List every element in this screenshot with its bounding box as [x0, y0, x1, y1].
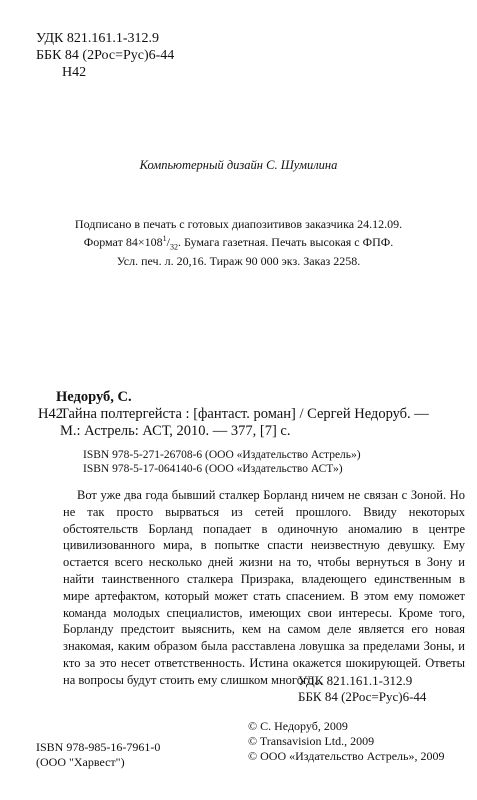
copyright-astrel: © ООО «Издательство Астрель», 2009 — [248, 749, 445, 763]
classification-codes — [36, 30, 174, 81]
harvest-publisher: (ООО "Харвест") — [36, 755, 125, 769]
print-details — [0, 217, 477, 269]
isbn-astrel: ISBN 978-5-271-26708-6 (ООО «Издательство Астрель») — [83, 449, 361, 461]
signed-for-print: Подписано в печать с готовых диапозитивов заказчика 24.12.09. — [74, 217, 403, 231]
bbk-code-repeat: ББК 84 (2Рос=Рус)6-44 — [298, 689, 427, 704]
format-denominator: 32 — [169, 241, 178, 251]
format-slash: / — [166, 234, 170, 249]
harvest-isbn-number: ISBN 978-985-16-7961-0 — [36, 740, 161, 754]
isbn-list — [83, 448, 361, 476]
catalog-code: Н42 — [38, 406, 63, 422]
classification-codes-repeat — [298, 673, 426, 705]
catalog-author: Недоруб, С. — [56, 389, 132, 405]
copyright-author: © С. Недоруб, 2009 — [248, 719, 348, 733]
udk-code: УДК 821.161.1-312.9 — [36, 31, 160, 46]
designer-credit: Компьютерный дизайн С. Шумилина — [139, 158, 338, 172]
catalog-publication: М.: Астрель: АСТ, 2010. — 377, [7] с. — [60, 423, 291, 439]
book-annotation: Вот уже два года бывший сталкер Борланд ничем не связан с Зоной. Но не так просто вырваться из сетей прошлого. Ввиду некоторых обстоятельств Борланд попадает в одиночную аномалию в центре цивилизованного мира, в попытке спасти неизвестную девушку. Ему остается всего несколько дней жизни на то, чтобы вернуться в Зону и найти таинственного сталкера Призрака, владеющего единственным в мире артефактом, который может стать спасением. В этом ему поможет команда молодых специалистов, имеющих свои интересы. Кроме того, Борланду предстоит выяснить, кем на самом деле является его новая знакомая, каким образом была расставлена ловушка за пределами Зоны, и кто за это несет ответственность. Истина окажется шокирующей. Ответы на вопросы будут стоить ему слишком многого... — [63, 488, 465, 687]
udk-code-repeat: УДК 821.161.1-312.9 — [298, 673, 413, 688]
catalog-entry — [38, 389, 468, 440]
bbk-code: ББК 84 (2Рос=Рус)6-44 — [36, 48, 175, 63]
copyright-transavision: © Transavision Ltd., 2009 — [248, 734, 375, 748]
format-line — [0, 232, 477, 255]
catalog-title: Тайна полтергейста : [фантаст. роман] / Сергей Недоруб. — — [60, 406, 429, 422]
harvest-isbn — [36, 740, 160, 770]
copyright-notices — [248, 719, 444, 764]
isbn-ast: ISBN 978-5-17-064140-6 (ООО «Издательство АСТ») — [83, 463, 343, 475]
print-volume: Усл. печ. л. 20,16. Тираж 90 000 экз. Заказ 2258. — [116, 254, 361, 269]
author-mark: Н42 — [62, 65, 87, 80]
format-prefix: Формат 84×108 — [83, 234, 163, 249]
catalog-title-row — [38, 406, 468, 423]
format-suffix: . Бумага газетная. Печать высокая с ФПФ. — [177, 234, 394, 249]
format-numerator: 1 — [162, 233, 167, 243]
